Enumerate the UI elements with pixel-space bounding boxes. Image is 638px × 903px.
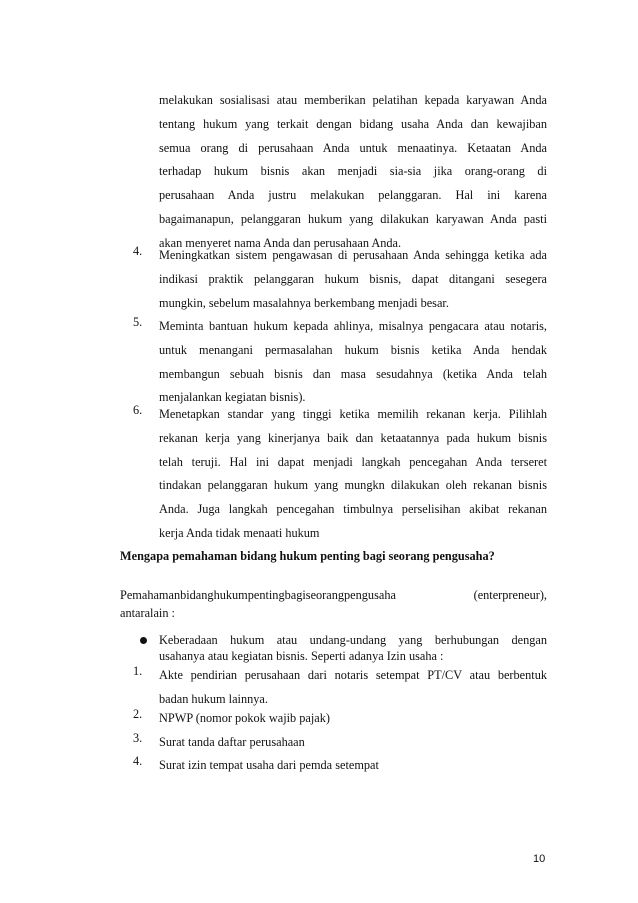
text-line: bagaimanapun, pelanggaran hukum yang dilakukan karyawan Anda pasti: [159, 211, 547, 226]
list-item-text: [159, 731, 547, 755]
list-item-text: [159, 315, 547, 410]
list-item-text: [159, 403, 547, 546]
text-line: Menetapkan standar yang tinggi ketika memilih rekanan kerja. Pilihlah: [159, 407, 547, 421]
bullet-icon: [140, 637, 147, 644]
list-item-text: [159, 707, 547, 731]
list-item-text: [159, 754, 547, 778]
text-line: perusahaan Anda justru melakukan pelanggaran. Hal ini karena: [159, 188, 547, 203]
list-item-number: 4.: [133, 754, 143, 768]
text-line: semua orang di perusahaan Anda untuk menaatinya. Ketaatan Anda: [159, 140, 547, 155]
list-item-number: 4.: [133, 244, 143, 258]
text-line: mungkin, sebelum masalahnya berkembang menjadi besar.: [159, 295, 449, 310]
bullet-text: [159, 632, 547, 664]
list-item-number: 3.: [133, 731, 143, 745]
list-item-number: 1.: [133, 664, 143, 678]
text-line: akan menyeret nama Anda dan perusahaan Anda.: [159, 235, 402, 250]
text-line: tentang hukum yang terkait dengan bidang usaha Anda dan kewajiban: [159, 116, 547, 131]
section-heading: Mengapa pemahaman bidang hukum penting bagi seorang pengusaha?: [120, 549, 495, 563]
text-line: (enterpreneur),: [473, 588, 547, 602]
text-line: rekanan kerja yang kinerjanya baik dan ketaatannya pada hukum bisnis: [159, 430, 547, 445]
page-number: 10: [533, 853, 546, 865]
text-line: antaralain :: [120, 606, 175, 620]
text-line: usahanya atau kegiatan bisnis. Seperti adanya Izin usaha :: [159, 649, 444, 663]
list-item-text: [159, 664, 547, 712]
text-line: membangun sebuah bisnis dan masa sesudahnya (ketika Anda telah: [159, 366, 547, 381]
list-item-number: 6.: [133, 403, 143, 417]
continuation-paragraph: [159, 89, 547, 256]
text-line: kerja Anda tidak menaati hukum: [159, 525, 320, 540]
list-item-number: 2.: [133, 707, 143, 721]
text-line: melakukan sosialisasi atau memberikan pelatihan kepada karyawan Anda: [159, 93, 547, 107]
text-line: badan hukum lainnya.: [159, 691, 268, 706]
intro-paragraph: [120, 586, 547, 622]
text-line: NPWP (nomor pokok wajib pajak): [159, 711, 330, 725]
list-item-text: [159, 244, 547, 315]
text-line: Meminta bantuan hukum kepada ahlinya, misalnya pengacara atau notaris,: [159, 319, 547, 333]
text-line: Akte pendirian perusahaan dari notaris setempat PT/CV atau berbentuk: [159, 668, 547, 682]
text-line: tindakan pelanggaran hukum yang mungkn dilakukan oleh rekanan bisnis: [159, 478, 547, 493]
text-line: Surat tanda daftar perusahaan: [159, 735, 305, 749]
text-line: menjalankan kegiatan bisnis).: [159, 390, 306, 405]
text-line: untuk menangani permasalahan hukum bisnis ketika Anda hendak: [159, 342, 547, 357]
text-line: terhadap hukum bisnis akan menjadi sia-sia jika orang-orang di: [159, 164, 547, 179]
text-line: Keberadaan hukum atau undang-undang yang berhubungan dengan: [159, 633, 547, 647]
text-line: Pemahamanbidanghukumpentingbagiseorangpengusaha: [120, 588, 396, 602]
text-line: Anda. Juga langkah pencegahan timbulnya perselisihan akibat rekanan: [159, 502, 547, 517]
text-line: Surat izin tempat usaha dari pemda setempat: [159, 758, 379, 772]
text-line: telah teruji. Hal ini dapat menjadi langkah pencegahan Anda terseret: [159, 454, 547, 469]
text-line: indikasi praktik pelanggaran hukum bisnis, dapat ditangani sesegera: [159, 271, 547, 286]
list-item-number: 5.: [133, 315, 143, 329]
text-line: Meningkatkan sistem pengawasan di perusahaan Anda sehingga ketika ada: [159, 248, 547, 262]
